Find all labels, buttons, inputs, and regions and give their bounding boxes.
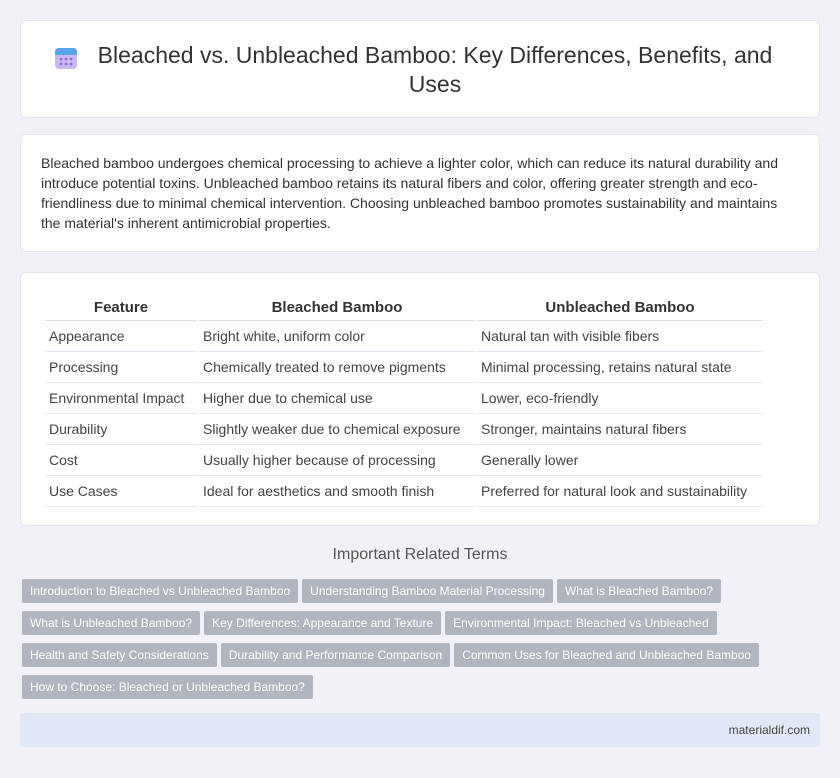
related-terms-title: Important Related Terms: [332, 546, 508, 563]
table-cell: Lower, eco-friendly: [477, 383, 763, 414]
table-row: [45, 352, 763, 383]
table-row: [45, 445, 763, 476]
intro-text: Bleached bamboo undergoes chemical processing to achieve a lighter color, which can reduce its natural durability and introduce potential toxins. Unbleached bamboo retains its natural fibers and color, offering greater strength and eco-friendliness due to minimal chemical intervention. Choosing unbleached bamboo promotes sustainability and maintains the material's inherent antimicrobial properties.: [41, 155, 778, 231]
table-cell: Minimal processing, retains natural state: [477, 352, 763, 383]
related-term-tag[interactable]: What is Unbleached Bamboo?: [22, 611, 200, 635]
table-cell: Processing: [45, 352, 197, 383]
footer-site-link[interactable]: materialdif.com: [728, 723, 810, 737]
table-row: [45, 476, 763, 507]
related-term-tag[interactable]: Common Uses for Bleached and Unbleached Bamboo: [454, 643, 759, 667]
related-term-tag[interactable]: How to Choose: Bleached or Unbleached Bamboo?: [22, 675, 313, 699]
intro-card: [20, 134, 820, 252]
table-row: [45, 321, 763, 352]
table-cell: Slightly weaker due to chemical exposure: [199, 414, 475, 445]
table-cell: Generally lower: [477, 445, 763, 476]
table-cell: Bright white, uniform color: [199, 321, 475, 352]
related-term-tag[interactable]: Key Differences: Appearance and Texture: [204, 611, 441, 635]
related-term-tag[interactable]: What is Bleached Bamboo?: [557, 579, 721, 603]
related-term-tag[interactable]: Introduction to Bleached vs Unbleached Bamboo: [22, 579, 298, 603]
table-cell: Preferred for natural look and sustainability: [477, 476, 763, 507]
table-cell: Chemically treated to remove pigments: [199, 352, 475, 383]
table-header-row: [45, 295, 763, 321]
table-cell: Durability: [45, 414, 197, 445]
column-header: Feature: [45, 295, 197, 321]
table-row: [45, 383, 763, 414]
table-cell: Stronger, maintains natural fibers: [477, 414, 763, 445]
table-cell: Environmental Impact: [45, 383, 197, 414]
table-cell: Usually higher because of processing: [199, 445, 475, 476]
footer: [20, 713, 820, 747]
table-cell: Ideal for aesthetics and smooth finish: [199, 476, 475, 507]
table-cell: Natural tan with visible fibers: [477, 321, 763, 352]
comparison-table: [43, 295, 765, 507]
comparison-card: [20, 272, 820, 526]
header-card: [20, 20, 820, 118]
table-cell: Cost: [45, 445, 197, 476]
page-title: Bleached vs. Unbleached Bamboo: Key Differences, Benefits, and Uses: [97, 42, 773, 97]
related-terms-list: [22, 579, 812, 707]
column-header: Unbleached Bamboo: [477, 295, 763, 321]
related-term-tag[interactable]: Health and Safety Considerations: [22, 643, 217, 667]
table-row: [45, 414, 763, 445]
table-cell: Appearance: [45, 321, 197, 352]
table-cell: Use Cases: [45, 476, 197, 507]
column-header: Bleached Bamboo: [199, 295, 475, 321]
related-term-tag[interactable]: Understanding Bamboo Material Processing: [302, 579, 553, 603]
related-term-tag[interactable]: Environmental Impact: Bleached vs Unbleached: [445, 611, 716, 635]
related-term-tag[interactable]: Durability and Performance Comparison: [221, 643, 450, 667]
table-cell: Higher due to chemical use: [199, 383, 475, 414]
